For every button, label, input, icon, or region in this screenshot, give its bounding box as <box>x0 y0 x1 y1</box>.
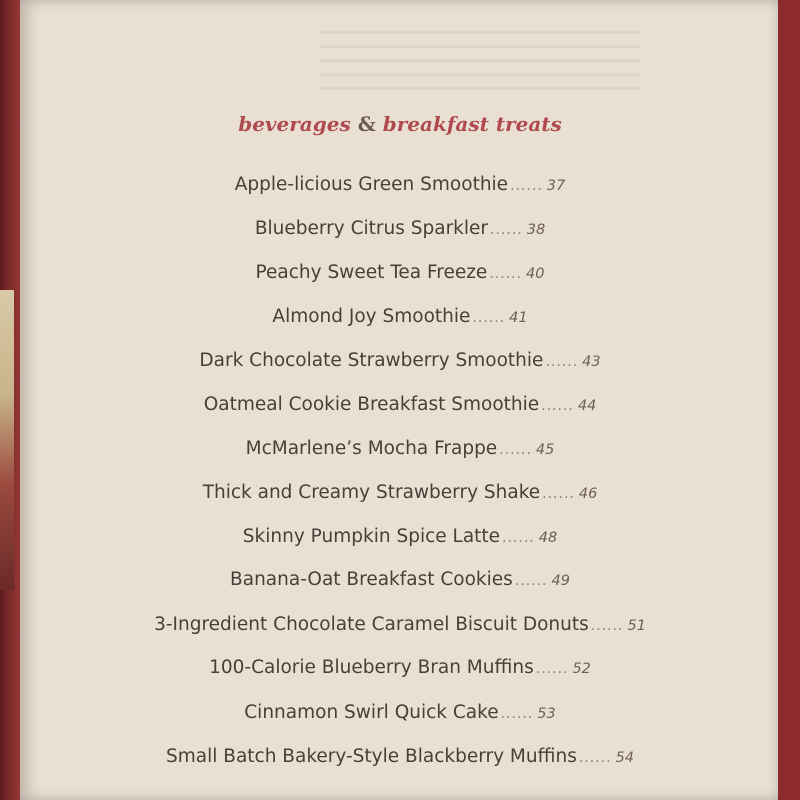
page-number: 41 <box>509 310 528 326</box>
leader-dots: ...... <box>541 398 574 414</box>
leader-dots: ...... <box>499 442 532 458</box>
entry-title: Almond Joy Smoothie <box>272 306 471 327</box>
leader-dots: ...... <box>545 354 579 370</box>
leader-dots: ...... <box>510 178 543 194</box>
entry-title: McMarlene’s Mocha Frappe <box>245 438 498 459</box>
entry-title: Apple-licious Green Smoothie <box>234 174 509 195</box>
leader-dots: ...... <box>542 486 575 502</box>
toc-entry <box>0 657 800 678</box>
bleed-through-text <box>320 30 640 90</box>
leader-dots: ...... <box>472 310 506 326</box>
page-number: 37 <box>546 178 566 194</box>
entry-title: 100-Calorie Blueberry Bran Muffins <box>209 657 534 678</box>
toc-entry <box>0 614 800 635</box>
entry-title: Oatmeal Cookie Breakfast Smoothie <box>203 394 540 415</box>
page-number: 40 <box>526 266 545 282</box>
leader-dots: ...... <box>490 222 523 238</box>
page-number: 54 <box>615 750 635 766</box>
leader-dots: ...... <box>535 661 569 677</box>
entry-title: Peachy Sweet Tea Freeze <box>255 262 488 283</box>
leader-dots: ...... <box>500 706 534 722</box>
page-number: 46 <box>578 486 598 502</box>
entry-title: Thick and Creamy Strawberry Shake <box>202 482 541 503</box>
page-number: 48 <box>538 530 558 546</box>
leader-dots: ...... <box>578 750 612 766</box>
entry-title: Blueberry Citrus Sparkler <box>254 218 489 239</box>
toc-entry <box>0 394 800 415</box>
page-number: 49 <box>551 573 570 589</box>
toc-entry <box>0 482 800 503</box>
toc-entry <box>0 262 800 283</box>
toc-entry <box>0 174 800 195</box>
toc-entry <box>0 218 800 239</box>
entry-title: 3-Ingredient Chocolate Caramel Biscuit Donuts <box>154 614 589 635</box>
toc-entry <box>0 438 800 459</box>
section-title-ampersand: & <box>357 112 376 136</box>
page-number: 38 <box>526 222 546 238</box>
entry-title: Banana-Oat Breakfast Cookies <box>230 569 513 590</box>
toc-entry <box>0 702 800 723</box>
entry-title: Dark Chocolate Strawberry Smoothie <box>199 350 544 371</box>
page-number: 51 <box>627 618 646 634</box>
leader-dots: ...... <box>590 618 624 634</box>
leader-dots: ...... <box>502 530 535 546</box>
toc-entry <box>0 306 800 327</box>
toc-entry <box>0 569 800 590</box>
page-number: 44 <box>577 398 597 414</box>
toc-entry <box>0 526 800 547</box>
page-number: 52 <box>572 661 591 677</box>
page-number: 45 <box>535 442 555 458</box>
page-number: 53 <box>537 706 556 722</box>
leader-dots: ...... <box>489 266 523 282</box>
page-number: 43 <box>582 354 601 370</box>
entry-title: Cinnamon Swirl Quick Cake <box>244 702 499 723</box>
toc-entry <box>0 350 800 371</box>
section-title-breakfast: breakfast treats <box>382 112 562 136</box>
section-heading <box>0 112 800 136</box>
section-title-beverages: beverages <box>238 112 351 136</box>
entry-title: Skinny Pumpkin Spice Latte <box>242 526 501 547</box>
toc-entry <box>0 746 800 767</box>
leader-dots: ...... <box>514 573 548 589</box>
entry-title: Small Batch Bakery-Style Blackberry Muffins <box>165 746 577 767</box>
